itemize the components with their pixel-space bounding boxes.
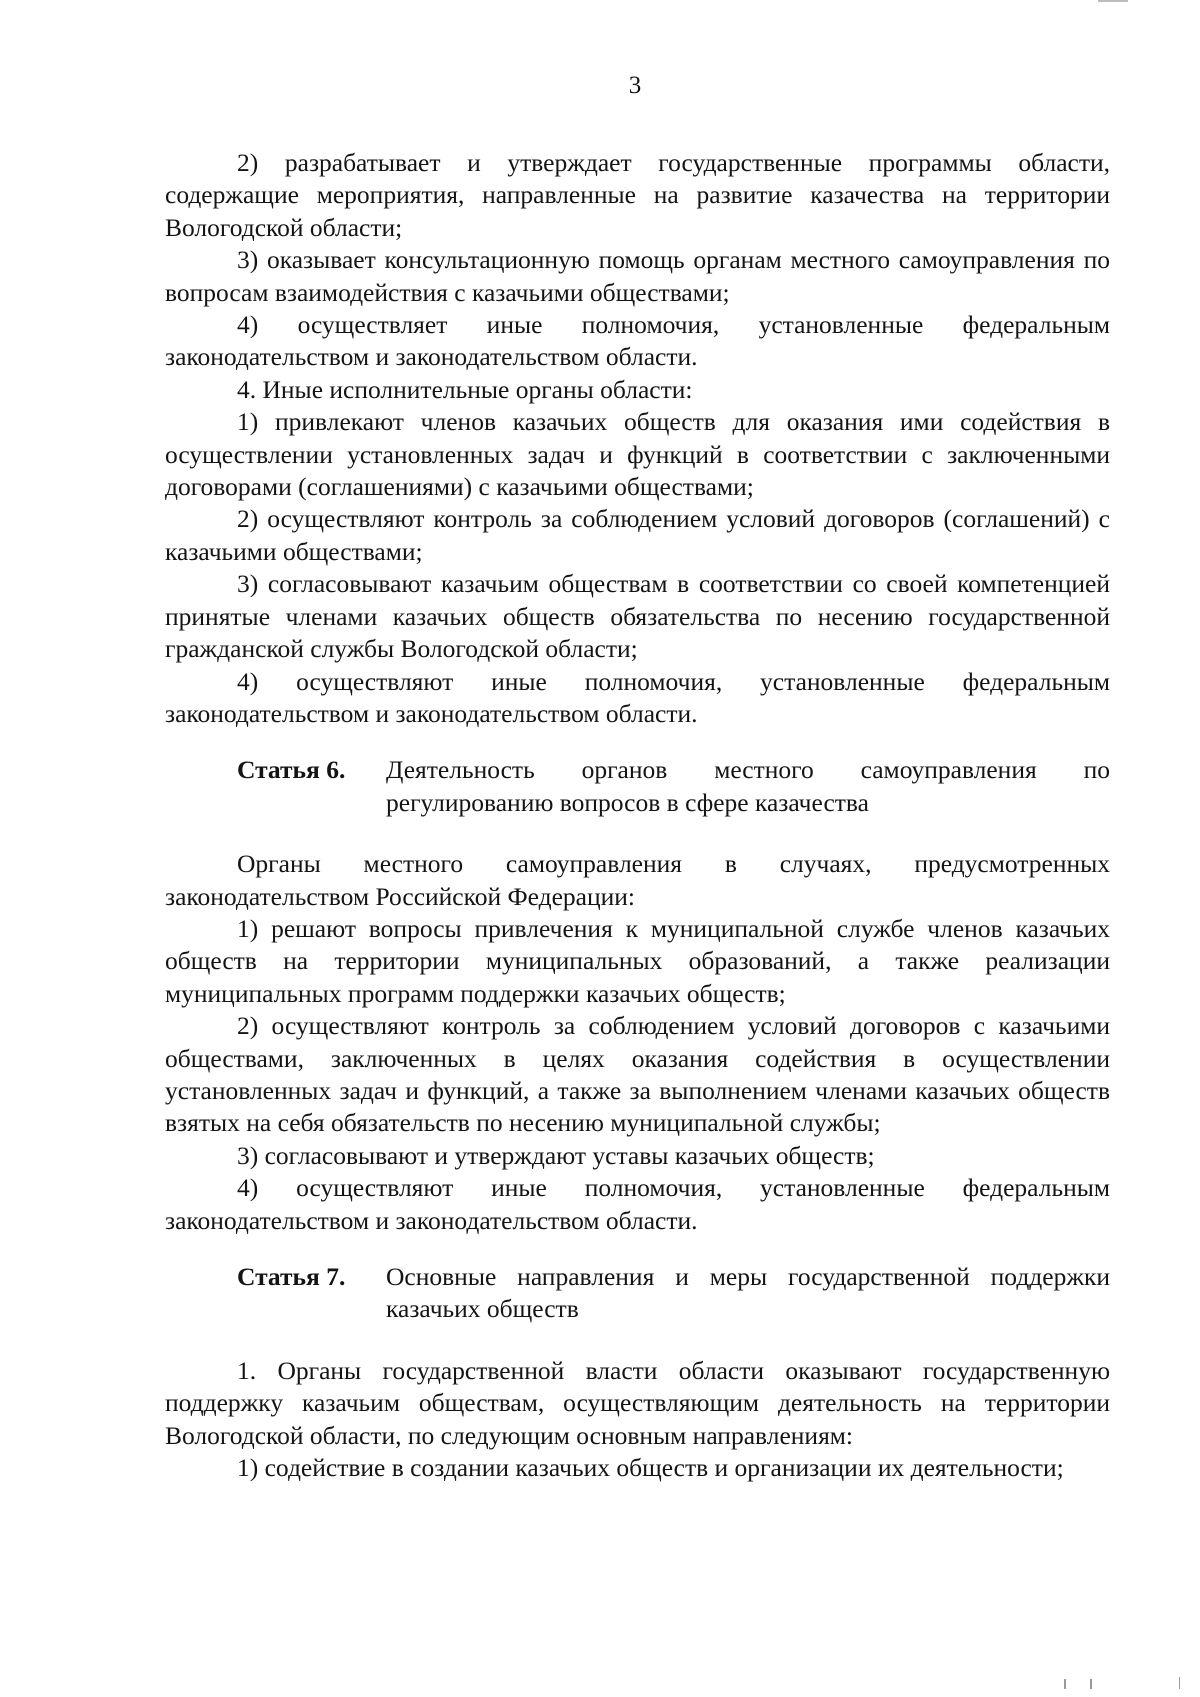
article-label: Статья 6. xyxy=(237,755,346,785)
scan-mark xyxy=(1098,0,1128,2)
paragraph: 3) согласовывают казачьим обществам в соответствии со своей компетенцией принятые членами казачьих обществ обязательства по несению государственной гражданской службы Вологодской области; xyxy=(165,569,1110,664)
article-label: Статья 7. xyxy=(237,1262,346,1291)
paragraph: 3) оказывает консультационную помощь органам местного самоуправления по вопросам взаимодействия с казачьими обществами; xyxy=(165,245,1110,307)
paragraph: 2) осуществляют контроль за соблюдением условий договоров с казачьими обществами, заключенных в целях оказания содействия в осуществлении установленных задач и функций, а также за выполнением членами казачьих обществ взятых на себя обязательств по несению муниципальной службы; xyxy=(165,1011,1110,1138)
paragraph: 2) осуществляют контроль за соблюдением условий договоров (соглашений) с казачьими обществами; xyxy=(165,504,1110,566)
paragraph: 4) осуществляет иные полномочия, установленные федеральным законодательством и законодательством области. xyxy=(165,310,1110,372)
paragraph: 1) привлекают членов казачьих обществ для оказания ими содействия в осуществлении установленных задач и функций в соответствии с заключенными договорами (соглашениями) с казачьими обществами; xyxy=(165,407,1110,502)
article-heading xyxy=(237,754,1110,819)
article-title: Деятельность органов местного самоуправления по регулированию вопросов в сфере казачества xyxy=(386,755,1110,817)
article-title: Основные направления и меры государственной поддержки казачьих обществ xyxy=(386,1262,1110,1324)
paragraph: 4) осуществляют иные полномочия, установленные федеральным законодательством и законодательством области. xyxy=(165,1173,1110,1235)
page-number: 3 xyxy=(628,72,642,99)
article-heading xyxy=(237,1261,1110,1326)
paragraph: 4. Иные исполнительные органы области: xyxy=(237,374,693,404)
paragraph: 1. Органы государственной власти области оказывают государственную поддержку казачьим обществам, осуществляющим деятельность на территории Вологодской области, по следующим основным направлениям: xyxy=(165,1355,1110,1450)
paragraph: 3) согласовывают и утверждают уставы казачьих обществ; xyxy=(237,1140,875,1170)
paragraph: 1) решают вопросы привлечения к муниципальной службе членов казачьих обществ на территории муниципальных образований, а также реализации муниципальных программ поддержки казачьих обществ; xyxy=(165,913,1110,1008)
paragraph: 4) осуществляют иные полномочия, установленные федеральным законодательством и законодательством области. xyxy=(165,666,1110,728)
scan-mark xyxy=(1179,1677,1180,1689)
document-body xyxy=(165,147,1110,1484)
scan-mark xyxy=(1064,1679,1092,1689)
paragraph: Органы местного самоуправления в случаях, предусмотренных законодательством Российской Федерации: xyxy=(165,849,1110,911)
paragraph: 2) разрабатывает и утверждает государственные программы области, содержащие мероприятия, направленные на развитие казачества на территории Вологодской области; xyxy=(165,148,1110,242)
paragraph: 1) содействие в создании казачьих обществ и организации их деятельности; xyxy=(237,1453,1064,1483)
